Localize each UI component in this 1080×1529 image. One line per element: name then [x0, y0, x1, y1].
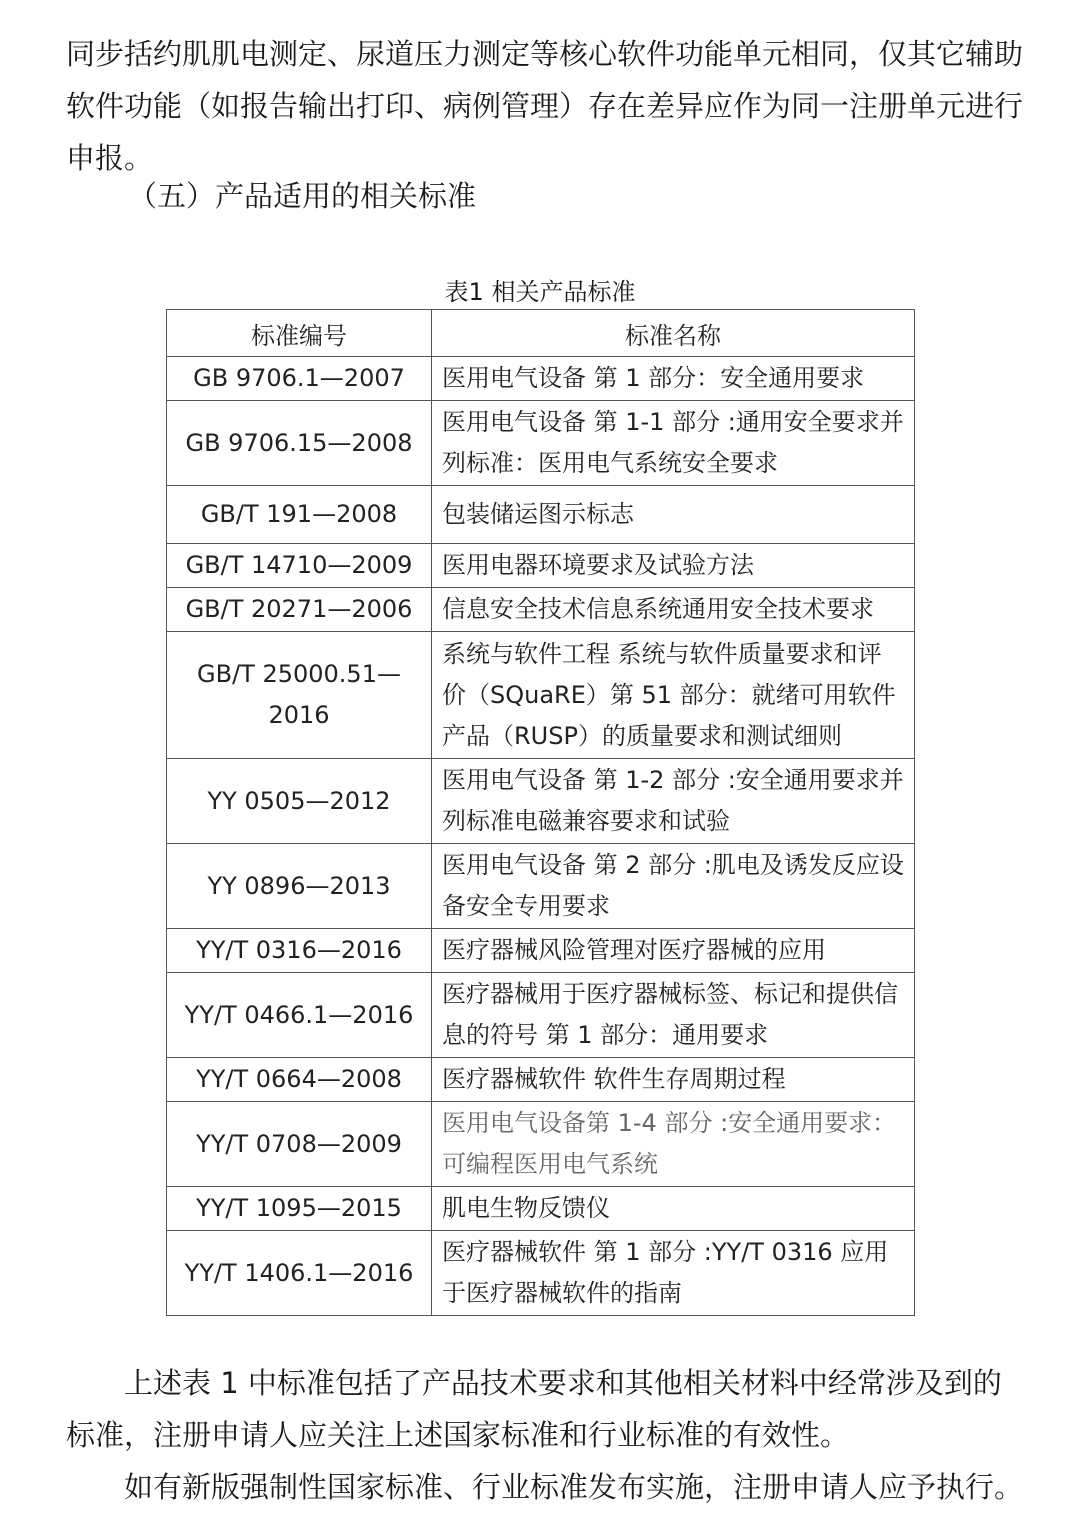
- standard-name: 医用电气设备 第 1-2 部分 :安全通用要求并列标准电磁兼容要求和试验: [432, 759, 915, 844]
- table-row: [167, 544, 915, 588]
- standard-name: 系统与软件工程 系统与软件质量要求和评价（SQuaRE）第 51 部分：就绪可用软件产品（RUSP）的质量要求和测试细则: [432, 632, 915, 759]
- standard-code: GB/T 14710—2009: [167, 544, 432, 588]
- table-row: [167, 1187, 915, 1231]
- standard-code: YY/T 1406.1—2016: [167, 1231, 432, 1316]
- compliance-paragraph: 如有新版强制性国家标准、行业标准发布实施，注册申请人应予执行。: [124, 1470, 1024, 1504]
- standard-name: 医用电器环境要求及试验方法: [432, 544, 915, 588]
- table-row: [167, 1231, 915, 1316]
- standard-name: 医疗器械软件 第 1 部分 :YY/T 0316 应用于医疗器械软件的指南: [432, 1231, 915, 1316]
- standard-code: YY 0505—2012: [167, 759, 432, 844]
- table-row: [167, 486, 915, 544]
- standard-code: GB/T 20271—2006: [167, 588, 432, 632]
- standards-table: [166, 309, 915, 1316]
- summary-paragraph: 上述表 1 中标准包括了产品技术要求和其他相关材料中经常涉及到的标准，注册申请人应关注上述国家标准和行业标准的有效性。: [66, 1366, 1002, 1452]
- standard-name: 信息安全技术信息系统通用安全技术要求: [432, 588, 915, 632]
- standard-name: 包装储运图示标志: [432, 486, 915, 544]
- standard-code: GB 9706.1—2007: [167, 357, 432, 401]
- standard-name: 医用电气设备 第 1-1 部分 :通用安全要求并列标准：医用电气系统安全要求: [432, 401, 915, 486]
- column-header-code: 标准编号: [167, 310, 432, 357]
- table-row: [167, 588, 915, 632]
- standard-name: 医疗器械用于医疗器械标签、标记和提供信息的符号 第 1 部分：通用要求: [432, 973, 915, 1058]
- table-row: [167, 844, 915, 929]
- standard-code: GB 9706.15—2008: [167, 401, 432, 486]
- standard-name: 肌电生物反馈仪: [432, 1187, 915, 1231]
- standard-code: GB/T 25000.51—2016: [167, 632, 432, 759]
- standard-code: YY/T 1095—2015: [167, 1187, 432, 1231]
- standard-code: YY 0896—2013: [167, 844, 432, 929]
- standard-name: 医用电气设备 第 2 部分 :肌电及诱发反应设备安全专用要求: [432, 844, 915, 929]
- standard-name: 医用电气设备 第 1 部分：安全通用要求: [432, 357, 915, 401]
- standard-code: YY/T 0316—2016: [167, 929, 432, 973]
- table-row: [167, 1058, 915, 1102]
- standard-code: YY/T 0664—2008: [167, 1058, 432, 1102]
- table-row: [167, 929, 915, 973]
- standard-name: 医用电气设备第 1-4 部分 :安全通用要求：可编程医用电气系统: [432, 1102, 915, 1187]
- intro-paragraph: 同步括约肌肌电测定、尿道压力测定等核心软件功能单元相同，仅其它辅助软件功能（如报告输出打印、病例管理）存在差异应作为同一注册单元进行申报。: [66, 37, 1024, 175]
- standard-name: 医疗器械风险管理对医疗器械的应用: [432, 929, 915, 973]
- table-row: [167, 973, 915, 1058]
- standard-name: 医疗器械软件 软件生存周期过程: [432, 1058, 915, 1102]
- column-header-name: 标准名称: [432, 310, 915, 357]
- section-heading: （五）产品适用的相关标准: [128, 179, 477, 213]
- standard-code: YY/T 0466.1—2016: [167, 973, 432, 1058]
- table-row: [167, 759, 915, 844]
- table-caption: 表1 相关产品标准: [444, 278, 636, 306]
- table-row: [167, 357, 915, 401]
- table-row: [167, 1102, 915, 1187]
- standard-code: YY/T 0708—2009: [167, 1102, 432, 1187]
- standard-code: GB/T 191—2008: [167, 486, 432, 544]
- table-row: [167, 632, 915, 759]
- table-row: [167, 401, 915, 486]
